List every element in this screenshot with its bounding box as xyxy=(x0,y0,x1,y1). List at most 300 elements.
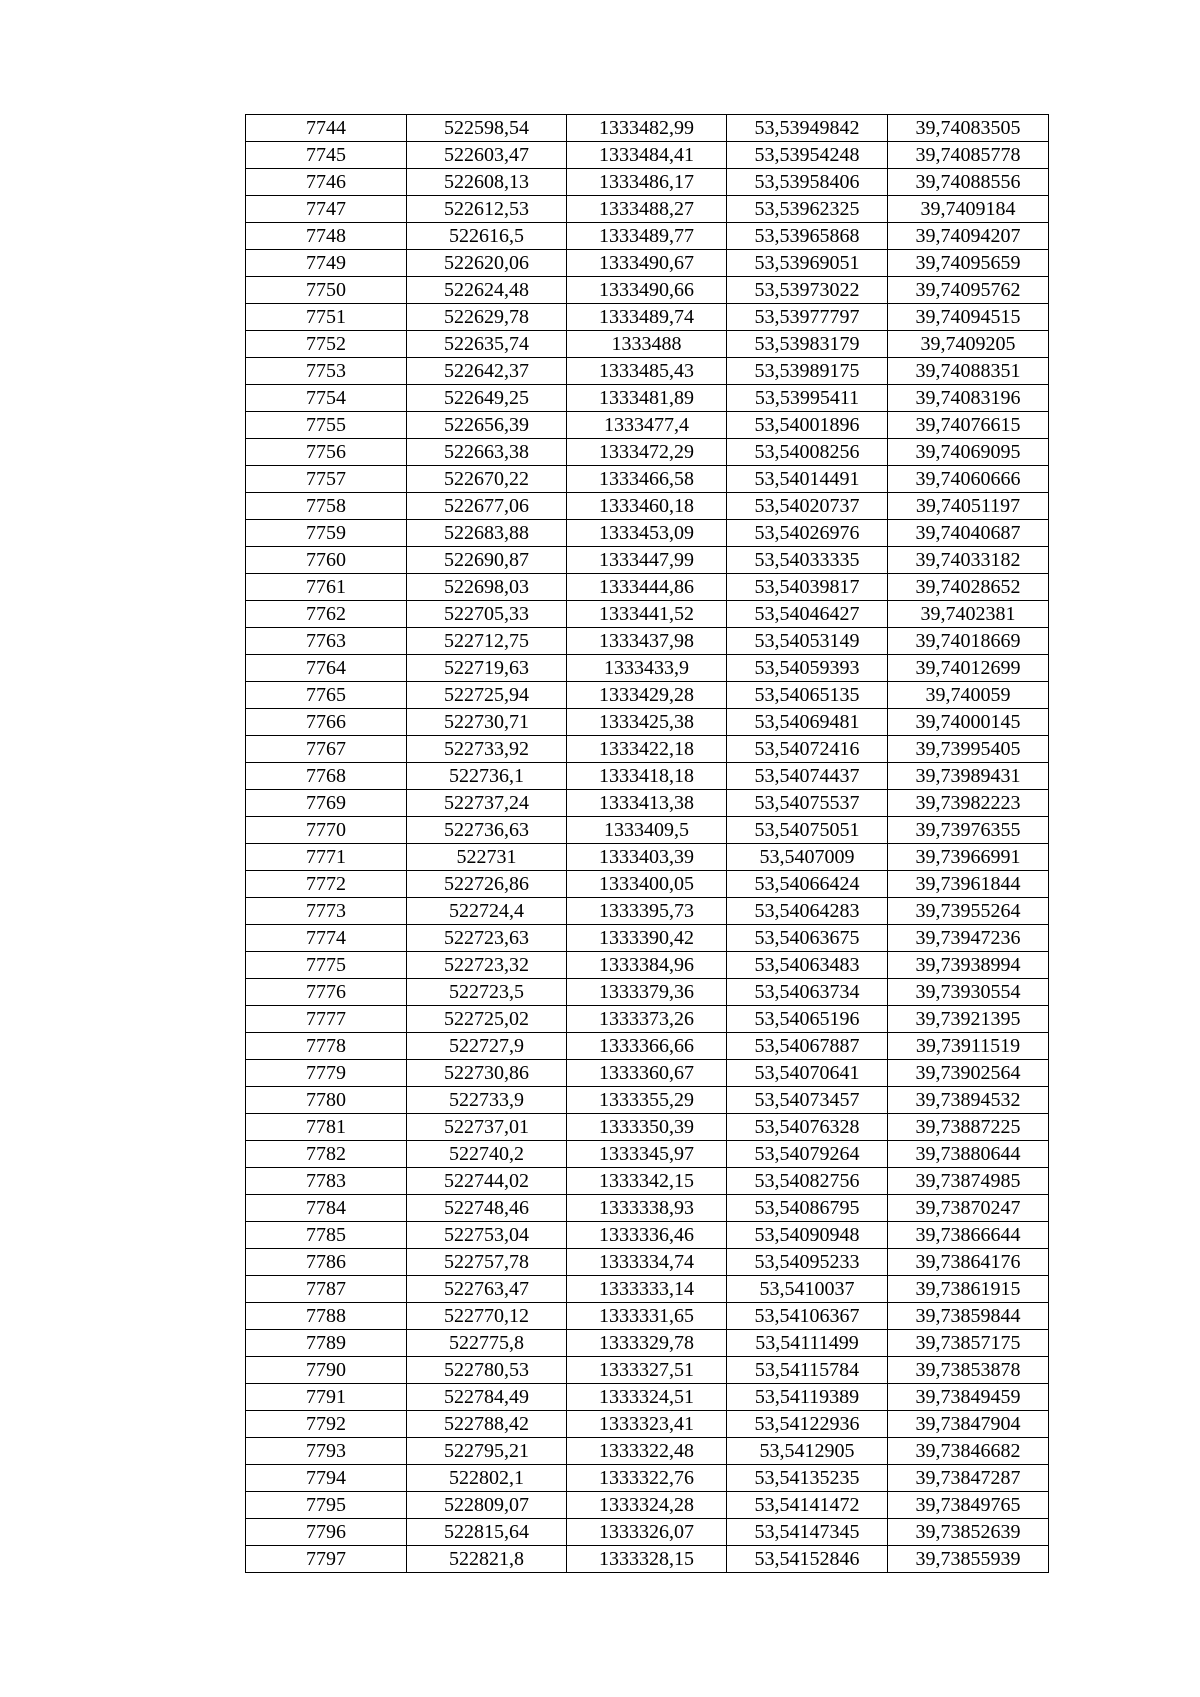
x-coordinate-cell: 522677,06 xyxy=(407,493,567,520)
x-coordinate-cell: 522736,63 xyxy=(407,817,567,844)
point-number-cell: 7755 xyxy=(246,412,407,439)
longitude-cell: 39,73853878 xyxy=(888,1357,1049,1384)
longitude-cell: 39,73847904 xyxy=(888,1411,1049,1438)
y-coordinate-cell: 1333485,43 xyxy=(567,358,727,385)
x-coordinate-cell: 522616,5 xyxy=(407,223,567,250)
point-number-cell: 7776 xyxy=(246,979,407,1006)
table-row xyxy=(246,1438,1049,1465)
y-coordinate-cell: 1333425,38 xyxy=(567,709,727,736)
longitude-cell: 39,74083196 xyxy=(888,385,1049,412)
longitude-cell: 39,73982223 xyxy=(888,790,1049,817)
latitude-cell: 53,53983179 xyxy=(727,331,888,358)
latitude-cell: 53,54067887 xyxy=(727,1033,888,1060)
latitude-cell: 53,54111499 xyxy=(727,1330,888,1357)
table-row xyxy=(246,925,1049,952)
coordinates-table xyxy=(245,114,1049,1573)
latitude-cell: 53,5407009 xyxy=(727,844,888,871)
table-row xyxy=(246,574,1049,601)
x-coordinate-cell: 522802,1 xyxy=(407,1465,567,1492)
latitude-cell: 53,54065135 xyxy=(727,682,888,709)
point-number-cell: 7753 xyxy=(246,358,407,385)
point-number-cell: 7761 xyxy=(246,574,407,601)
y-coordinate-cell: 1333460,18 xyxy=(567,493,727,520)
table-row xyxy=(246,520,1049,547)
latitude-cell: 53,54063483 xyxy=(727,952,888,979)
table-row xyxy=(246,601,1049,628)
x-coordinate-cell: 522726,86 xyxy=(407,871,567,898)
longitude-cell: 39,73976355 xyxy=(888,817,1049,844)
table-row xyxy=(246,1033,1049,1060)
y-coordinate-cell: 1333490,67 xyxy=(567,250,727,277)
table-row xyxy=(246,898,1049,925)
longitude-cell: 39,73911519 xyxy=(888,1033,1049,1060)
point-number-cell: 7795 xyxy=(246,1492,407,1519)
latitude-cell: 53,53995411 xyxy=(727,385,888,412)
point-number-cell: 7767 xyxy=(246,736,407,763)
table-row xyxy=(246,1141,1049,1168)
y-coordinate-cell: 1333329,78 xyxy=(567,1330,727,1357)
longitude-cell: 39,73989431 xyxy=(888,763,1049,790)
table-row xyxy=(246,1330,1049,1357)
y-coordinate-cell: 1333366,66 xyxy=(567,1033,727,1060)
longitude-cell: 39,74018669 xyxy=(888,628,1049,655)
x-coordinate-cell: 522737,01 xyxy=(407,1114,567,1141)
point-number-cell: 7746 xyxy=(246,169,407,196)
y-coordinate-cell: 1333384,96 xyxy=(567,952,727,979)
longitude-cell: 39,74076615 xyxy=(888,412,1049,439)
x-coordinate-cell: 522744,02 xyxy=(407,1168,567,1195)
point-number-cell: 7758 xyxy=(246,493,407,520)
point-number-cell: 7777 xyxy=(246,1006,407,1033)
point-number-cell: 7744 xyxy=(246,115,407,142)
point-number-cell: 7772 xyxy=(246,871,407,898)
point-number-cell: 7764 xyxy=(246,655,407,682)
longitude-cell: 39,73938994 xyxy=(888,952,1049,979)
point-number-cell: 7774 xyxy=(246,925,407,952)
longitude-cell: 39,74094515 xyxy=(888,304,1049,331)
point-number-cell: 7779 xyxy=(246,1060,407,1087)
table-row xyxy=(246,790,1049,817)
latitude-cell: 53,54073457 xyxy=(727,1087,888,1114)
latitude-cell: 53,5410037 xyxy=(727,1276,888,1303)
point-number-cell: 7775 xyxy=(246,952,407,979)
latitude-cell: 53,54095233 xyxy=(727,1249,888,1276)
latitude-cell: 53,54090948 xyxy=(727,1222,888,1249)
table-row xyxy=(246,655,1049,682)
x-coordinate-cell: 522598,54 xyxy=(407,115,567,142)
point-number-cell: 7759 xyxy=(246,520,407,547)
point-number-cell: 7785 xyxy=(246,1222,407,1249)
y-coordinate-cell: 1333403,39 xyxy=(567,844,727,871)
latitude-cell: 53,53969051 xyxy=(727,250,888,277)
y-coordinate-cell: 1333334,74 xyxy=(567,1249,727,1276)
longitude-cell: 39,73930554 xyxy=(888,979,1049,1006)
point-number-cell: 7749 xyxy=(246,250,407,277)
longitude-cell: 39,74028652 xyxy=(888,574,1049,601)
y-coordinate-cell: 1333488,27 xyxy=(567,196,727,223)
y-coordinate-cell: 1333433,9 xyxy=(567,655,727,682)
x-coordinate-cell: 522763,47 xyxy=(407,1276,567,1303)
table-row xyxy=(246,1060,1049,1087)
y-coordinate-cell: 1333486,17 xyxy=(567,169,727,196)
x-coordinate-cell: 522624,48 xyxy=(407,277,567,304)
x-coordinate-cell: 522730,71 xyxy=(407,709,567,736)
longitude-cell: 39,73966991 xyxy=(888,844,1049,871)
latitude-cell: 53,54119389 xyxy=(727,1384,888,1411)
table-row xyxy=(246,1492,1049,1519)
y-coordinate-cell: 1333322,48 xyxy=(567,1438,727,1465)
x-coordinate-cell: 522821,8 xyxy=(407,1546,567,1573)
latitude-cell: 53,54076328 xyxy=(727,1114,888,1141)
longitude-cell: 39,73861915 xyxy=(888,1276,1049,1303)
point-number-cell: 7773 xyxy=(246,898,407,925)
x-coordinate-cell: 522719,63 xyxy=(407,655,567,682)
latitude-cell: 53,54082756 xyxy=(727,1168,888,1195)
point-number-cell: 7781 xyxy=(246,1114,407,1141)
x-coordinate-cell: 522635,74 xyxy=(407,331,567,358)
table-row xyxy=(246,763,1049,790)
table-row xyxy=(246,1384,1049,1411)
x-coordinate-cell: 522608,13 xyxy=(407,169,567,196)
point-number-cell: 7796 xyxy=(246,1519,407,1546)
y-coordinate-cell: 1333345,97 xyxy=(567,1141,727,1168)
point-number-cell: 7754 xyxy=(246,385,407,412)
point-number-cell: 7771 xyxy=(246,844,407,871)
longitude-cell: 39,73857175 xyxy=(888,1330,1049,1357)
x-coordinate-cell: 522780,53 xyxy=(407,1357,567,1384)
table-row xyxy=(246,1114,1049,1141)
point-number-cell: 7783 xyxy=(246,1168,407,1195)
point-number-cell: 7766 xyxy=(246,709,407,736)
table-row xyxy=(246,1411,1049,1438)
latitude-cell: 53,54063675 xyxy=(727,925,888,952)
x-coordinate-cell: 522698,03 xyxy=(407,574,567,601)
table-row xyxy=(246,142,1049,169)
latitude-cell: 53,54135235 xyxy=(727,1465,888,1492)
point-number-cell: 7747 xyxy=(246,196,407,223)
point-number-cell: 7769 xyxy=(246,790,407,817)
point-number-cell: 7792 xyxy=(246,1411,407,1438)
table-row xyxy=(246,1249,1049,1276)
x-coordinate-cell: 522788,42 xyxy=(407,1411,567,1438)
latitude-cell: 53,54106367 xyxy=(727,1303,888,1330)
y-coordinate-cell: 1333441,52 xyxy=(567,601,727,628)
longitude-cell: 39,74012699 xyxy=(888,655,1049,682)
y-coordinate-cell: 1333338,93 xyxy=(567,1195,727,1222)
table-row xyxy=(246,736,1049,763)
longitude-cell: 39,73874985 xyxy=(888,1168,1049,1195)
longitude-cell: 39,73859844 xyxy=(888,1303,1049,1330)
y-coordinate-cell: 1333444,86 xyxy=(567,574,727,601)
latitude-cell: 53,53973022 xyxy=(727,277,888,304)
point-number-cell: 7757 xyxy=(246,466,407,493)
longitude-cell: 39,7409184 xyxy=(888,196,1049,223)
latitude-cell: 53,53977797 xyxy=(727,304,888,331)
point-number-cell: 7762 xyxy=(246,601,407,628)
latitude-cell: 53,54008256 xyxy=(727,439,888,466)
y-coordinate-cell: 1333395,73 xyxy=(567,898,727,925)
latitude-cell: 53,54075051 xyxy=(727,817,888,844)
latitude-cell: 53,54074437 xyxy=(727,763,888,790)
table-row xyxy=(246,1465,1049,1492)
x-coordinate-cell: 522683,88 xyxy=(407,520,567,547)
latitude-cell: 53,54001896 xyxy=(727,412,888,439)
x-coordinate-cell: 522723,63 xyxy=(407,925,567,952)
longitude-cell: 39,73887225 xyxy=(888,1114,1049,1141)
longitude-cell: 39,73849765 xyxy=(888,1492,1049,1519)
x-coordinate-cell: 522723,5 xyxy=(407,979,567,1006)
table-row xyxy=(246,1303,1049,1330)
table-row xyxy=(246,277,1049,304)
x-coordinate-cell: 522753,04 xyxy=(407,1222,567,1249)
y-coordinate-cell: 1333437,98 xyxy=(567,628,727,655)
point-number-cell: 7797 xyxy=(246,1546,407,1573)
table-row xyxy=(246,628,1049,655)
longitude-cell: 39,73894532 xyxy=(888,1087,1049,1114)
y-coordinate-cell: 1333490,66 xyxy=(567,277,727,304)
table-row xyxy=(246,493,1049,520)
point-number-cell: 7782 xyxy=(246,1141,407,1168)
y-coordinate-cell: 1333379,36 xyxy=(567,979,727,1006)
latitude-cell: 53,54152846 xyxy=(727,1546,888,1573)
latitude-cell: 53,54072416 xyxy=(727,736,888,763)
x-coordinate-cell: 522603,47 xyxy=(407,142,567,169)
table-row xyxy=(246,115,1049,142)
table-row xyxy=(246,709,1049,736)
x-coordinate-cell: 522724,4 xyxy=(407,898,567,925)
y-coordinate-cell: 1333484,41 xyxy=(567,142,727,169)
longitude-cell: 39,74088351 xyxy=(888,358,1049,385)
latitude-cell: 53,54059393 xyxy=(727,655,888,682)
x-coordinate-cell: 522663,38 xyxy=(407,439,567,466)
longitude-cell: 39,74085778 xyxy=(888,142,1049,169)
x-coordinate-cell: 522649,25 xyxy=(407,385,567,412)
longitude-cell: 39,73921395 xyxy=(888,1006,1049,1033)
latitude-cell: 53,53958406 xyxy=(727,169,888,196)
y-coordinate-cell: 1333429,28 xyxy=(567,682,727,709)
point-number-cell: 7763 xyxy=(246,628,407,655)
latitude-cell: 53,53965868 xyxy=(727,223,888,250)
y-coordinate-cell: 1333481,89 xyxy=(567,385,727,412)
longitude-cell: 39,74088556 xyxy=(888,169,1049,196)
latitude-cell: 53,54141472 xyxy=(727,1492,888,1519)
x-coordinate-cell: 522809,07 xyxy=(407,1492,567,1519)
table-row xyxy=(246,952,1049,979)
longitude-cell: 39,73864176 xyxy=(888,1249,1049,1276)
y-coordinate-cell: 1333409,5 xyxy=(567,817,727,844)
point-number-cell: 7752 xyxy=(246,331,407,358)
point-number-cell: 7787 xyxy=(246,1276,407,1303)
y-coordinate-cell: 1333400,05 xyxy=(567,871,727,898)
y-coordinate-cell: 1333324,28 xyxy=(567,1492,727,1519)
point-number-cell: 7768 xyxy=(246,763,407,790)
table-row xyxy=(246,1519,1049,1546)
y-coordinate-cell: 1333324,51 xyxy=(567,1384,727,1411)
point-number-cell: 7765 xyxy=(246,682,407,709)
point-number-cell: 7770 xyxy=(246,817,407,844)
table-row xyxy=(246,871,1049,898)
x-coordinate-cell: 522723,32 xyxy=(407,952,567,979)
x-coordinate-cell: 522736,1 xyxy=(407,763,567,790)
longitude-cell: 39,740059 xyxy=(888,682,1049,709)
table-row xyxy=(246,1357,1049,1384)
y-coordinate-cell: 1333466,58 xyxy=(567,466,727,493)
point-number-cell: 7756 xyxy=(246,439,407,466)
table-row xyxy=(246,844,1049,871)
point-number-cell: 7793 xyxy=(246,1438,407,1465)
latitude-cell: 53,5412905 xyxy=(727,1438,888,1465)
table-row xyxy=(246,250,1049,277)
x-coordinate-cell: 522656,39 xyxy=(407,412,567,439)
latitude-cell: 53,54079264 xyxy=(727,1141,888,1168)
y-coordinate-cell: 1333360,67 xyxy=(567,1060,727,1087)
latitude-cell: 53,54020737 xyxy=(727,493,888,520)
longitude-cell: 39,74040687 xyxy=(888,520,1049,547)
longitude-cell: 39,73846682 xyxy=(888,1438,1049,1465)
longitude-cell: 39,73902564 xyxy=(888,1060,1049,1087)
x-coordinate-cell: 522815,64 xyxy=(407,1519,567,1546)
longitude-cell: 39,74069095 xyxy=(888,439,1049,466)
latitude-cell: 53,54086795 xyxy=(727,1195,888,1222)
x-coordinate-cell: 522725,94 xyxy=(407,682,567,709)
table-row xyxy=(246,1006,1049,1033)
y-coordinate-cell: 1333447,99 xyxy=(567,547,727,574)
latitude-cell: 53,54053149 xyxy=(727,628,888,655)
table-row xyxy=(246,1087,1049,1114)
y-coordinate-cell: 1333482,99 xyxy=(567,115,727,142)
point-number-cell: 7791 xyxy=(246,1384,407,1411)
table-row xyxy=(246,547,1049,574)
latitude-cell: 53,54026976 xyxy=(727,520,888,547)
longitude-cell: 39,74094207 xyxy=(888,223,1049,250)
table-row xyxy=(246,466,1049,493)
x-coordinate-cell: 522770,12 xyxy=(407,1303,567,1330)
table-row xyxy=(246,304,1049,331)
latitude-cell: 53,54014491 xyxy=(727,466,888,493)
y-coordinate-cell: 1333327,51 xyxy=(567,1357,727,1384)
latitude-cell: 53,53949842 xyxy=(727,115,888,142)
longitude-cell: 39,73955264 xyxy=(888,898,1049,925)
table-row xyxy=(246,1168,1049,1195)
latitude-cell: 53,54075537 xyxy=(727,790,888,817)
point-number-cell: 7789 xyxy=(246,1330,407,1357)
table-row xyxy=(246,385,1049,412)
x-coordinate-cell: 522620,06 xyxy=(407,250,567,277)
longitude-cell: 39,74051197 xyxy=(888,493,1049,520)
y-coordinate-cell: 1333488 xyxy=(567,331,727,358)
longitude-cell: 39,73995405 xyxy=(888,736,1049,763)
y-coordinate-cell: 1333328,15 xyxy=(567,1546,727,1573)
point-number-cell: 7750 xyxy=(246,277,407,304)
table-row xyxy=(246,1195,1049,1222)
longitude-cell: 39,73852639 xyxy=(888,1519,1049,1546)
latitude-cell: 53,54115784 xyxy=(727,1357,888,1384)
longitude-cell: 39,73849459 xyxy=(888,1384,1049,1411)
x-coordinate-cell: 522740,2 xyxy=(407,1141,567,1168)
table-body xyxy=(246,115,1049,1573)
point-number-cell: 7745 xyxy=(246,142,407,169)
y-coordinate-cell: 1333331,65 xyxy=(567,1303,727,1330)
table-row xyxy=(246,196,1049,223)
x-coordinate-cell: 522712,75 xyxy=(407,628,567,655)
table-row xyxy=(246,358,1049,385)
latitude-cell: 53,54122936 xyxy=(727,1411,888,1438)
longitude-cell: 39,73947236 xyxy=(888,925,1049,952)
table-row xyxy=(246,1222,1049,1249)
table-row xyxy=(246,979,1049,1006)
x-coordinate-cell: 522690,87 xyxy=(407,547,567,574)
x-coordinate-cell: 522757,78 xyxy=(407,1249,567,1276)
x-coordinate-cell: 522748,46 xyxy=(407,1195,567,1222)
latitude-cell: 53,54033335 xyxy=(727,547,888,574)
latitude-cell: 53,54064283 xyxy=(727,898,888,925)
x-coordinate-cell: 522730,86 xyxy=(407,1060,567,1087)
latitude-cell: 53,54065196 xyxy=(727,1006,888,1033)
y-coordinate-cell: 1333390,42 xyxy=(567,925,727,952)
longitude-cell: 39,74000145 xyxy=(888,709,1049,736)
y-coordinate-cell: 1333489,74 xyxy=(567,304,727,331)
longitude-cell: 39,74033182 xyxy=(888,547,1049,574)
longitude-cell: 39,73847287 xyxy=(888,1465,1049,1492)
table-row xyxy=(246,412,1049,439)
longitude-cell: 39,73880644 xyxy=(888,1141,1049,1168)
y-coordinate-cell: 1333350,39 xyxy=(567,1114,727,1141)
longitude-cell: 39,74083505 xyxy=(888,115,1049,142)
x-coordinate-cell: 522795,21 xyxy=(407,1438,567,1465)
longitude-cell: 39,73855939 xyxy=(888,1546,1049,1573)
latitude-cell: 53,54066424 xyxy=(727,871,888,898)
latitude-cell: 53,53954248 xyxy=(727,142,888,169)
table-row xyxy=(246,682,1049,709)
point-number-cell: 7794 xyxy=(246,1465,407,1492)
x-coordinate-cell: 522731 xyxy=(407,844,567,871)
table-row xyxy=(246,169,1049,196)
x-coordinate-cell: 522725,02 xyxy=(407,1006,567,1033)
y-coordinate-cell: 1333322,76 xyxy=(567,1465,727,1492)
y-coordinate-cell: 1333326,07 xyxy=(567,1519,727,1546)
longitude-cell: 39,74095762 xyxy=(888,277,1049,304)
y-coordinate-cell: 1333422,18 xyxy=(567,736,727,763)
latitude-cell: 53,54147345 xyxy=(727,1519,888,1546)
table-row xyxy=(246,223,1049,250)
x-coordinate-cell: 522642,37 xyxy=(407,358,567,385)
x-coordinate-cell: 522733,92 xyxy=(407,736,567,763)
table-row xyxy=(246,1276,1049,1303)
point-number-cell: 7760 xyxy=(246,547,407,574)
point-number-cell: 7786 xyxy=(246,1249,407,1276)
table-row xyxy=(246,331,1049,358)
latitude-cell: 53,54069481 xyxy=(727,709,888,736)
longitude-cell: 39,73961844 xyxy=(888,871,1049,898)
latitude-cell: 53,54063734 xyxy=(727,979,888,1006)
y-coordinate-cell: 1333373,26 xyxy=(567,1006,727,1033)
longitude-cell: 39,7409205 xyxy=(888,331,1049,358)
table-row xyxy=(246,1546,1049,1573)
y-coordinate-cell: 1333323,41 xyxy=(567,1411,727,1438)
x-coordinate-cell: 522775,8 xyxy=(407,1330,567,1357)
latitude-cell: 53,54070641 xyxy=(727,1060,888,1087)
longitude-cell: 39,73866644 xyxy=(888,1222,1049,1249)
latitude-cell: 53,53962325 xyxy=(727,196,888,223)
x-coordinate-cell: 522670,22 xyxy=(407,466,567,493)
point-number-cell: 7780 xyxy=(246,1087,407,1114)
latitude-cell: 53,54039817 xyxy=(727,574,888,601)
point-number-cell: 7748 xyxy=(246,223,407,250)
longitude-cell: 39,73870247 xyxy=(888,1195,1049,1222)
longitude-cell: 39,74060666 xyxy=(888,466,1049,493)
table-row xyxy=(246,817,1049,844)
y-coordinate-cell: 1333355,29 xyxy=(567,1087,727,1114)
